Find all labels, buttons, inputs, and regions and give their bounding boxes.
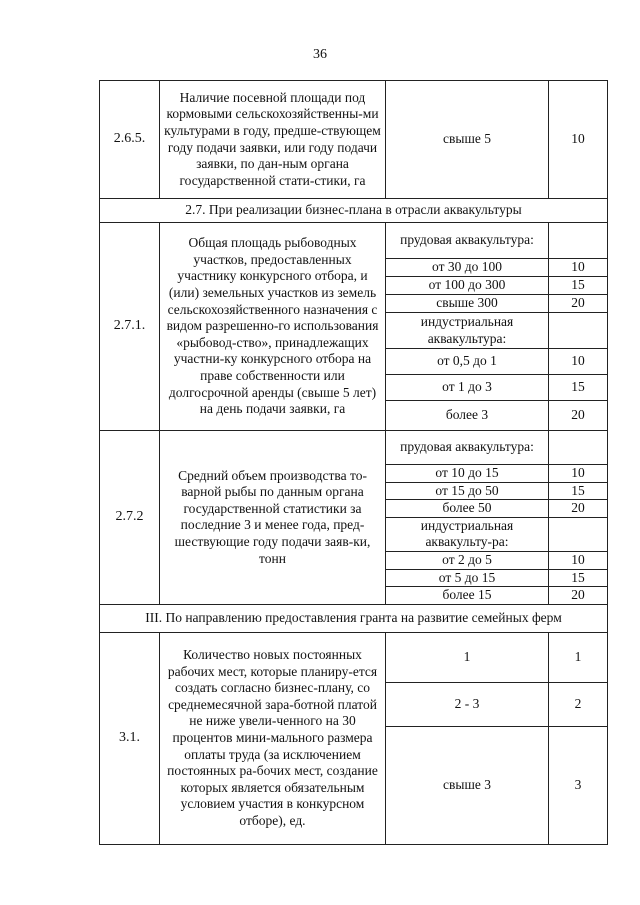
criterion-value: от 10 до 15 [386,465,549,483]
group-label: индустриальная аквакульту-ра: [386,517,549,551]
table-row [100,632,608,682]
criterion-value: от 100 до 300 [386,277,549,295]
group-label: прудовая аквакультура: [386,431,549,465]
criterion-description: Общая площадь рыбоводных участков, предоставленных участнику конкурсного отбора, и (или) земельных участков из земель сельскохозяйственного назначения с видом разрешенно-го использования «рыбовод-ство», принадлежащих участни-ку конкурсного отбора на праве собственности или долгосрочной аренды (свыше 5 лет) на день подачи заявки, га [160,223,386,431]
criterion-points: 10 [549,465,608,483]
table-row [100,223,608,259]
criterion-points: 10 [549,551,608,569]
criterion-points: 20 [549,587,608,605]
criterion-value: более 50 [386,500,549,518]
criterion-description: Средний объем производства то-варной рыбы по данным органа государственной статистики за последние 3 и менее года, пред-шествующие году подачи заяв-ки, тонн [160,431,386,605]
criterion-points: 1 [549,632,608,682]
criterion-points: 15 [549,277,608,295]
criterion-value: более 15 [386,587,549,605]
criterion-points: 10 [549,259,608,277]
criterion-points: 20 [549,401,608,431]
section-title: III. По направлению предоставления гранта на развитие семейных ферм [100,604,608,632]
group-label: индустриальная аквакультура: [386,313,549,349]
criterion-value: свыше 3 [386,726,549,844]
criterion-value: от 5 до 15 [386,569,549,587]
criterion-value: от 2 до 5 [386,551,549,569]
row-number: 2.7.1. [100,223,160,431]
criterion-value: свыше 300 [386,295,549,313]
section-header-row [100,199,608,223]
criterion-points: 20 [549,500,608,518]
section-title: 2.7. При реализации бизнес-плана в отрасли аквакультуры [100,199,608,223]
criterion-value: от 0,5 до 1 [386,349,549,375]
criterion-points: 3 [549,726,608,844]
criterion-value: 1 [386,632,549,682]
empty-cell [549,313,608,349]
empty-cell [549,517,608,551]
section-header-row [100,604,608,632]
page-number: 36 [313,47,327,62]
empty-cell [549,223,608,259]
criteria-table [99,80,608,845]
criterion-value: более 3 [386,401,549,431]
criterion-points: 15 [549,482,608,500]
row-number: 3.1. [100,632,160,844]
table-row [100,81,608,199]
criterion-points: 15 [549,569,608,587]
group-label: прудовая аквакультура: [386,223,549,259]
criterion-points: 15 [549,375,608,401]
criterion-value: от 15 до 50 [386,482,549,500]
criterion-value: свыше 5 [386,81,549,199]
criterion-description: Наличие посевной площади под кормовыми сельскохозяйственны-ми культурами в году, предше-ствующем году подачи заявки, или году подачи заявки, по дан-ным органа государственной стати-стики, га [160,81,386,199]
criterion-value: 2 - 3 [386,682,549,726]
criterion-points: 10 [549,349,608,375]
table-row [100,431,608,465]
empty-cell [549,431,608,465]
criterion-value: от 1 до 3 [386,375,549,401]
criterion-points: 20 [549,295,608,313]
criterion-description: Количество новых постоянных рабочих мест, которые планиру-ется создать согласно бизнес-плану, со среднемесячной зара-ботной платой не ниже увели-ченного на 30 процентов мини-мального размера оплаты труда (за исключением постоянных ра-бочих мест, создание которых является обязательным условием участия в конкурсном отборе), ед. [160,632,386,844]
row-number: 2.6.5. [100,81,160,199]
criterion-points: 2 [549,682,608,726]
criterion-points: 10 [549,81,608,199]
row-number: 2.7.2 [100,431,160,605]
criterion-value: от 30 до 100 [386,259,549,277]
